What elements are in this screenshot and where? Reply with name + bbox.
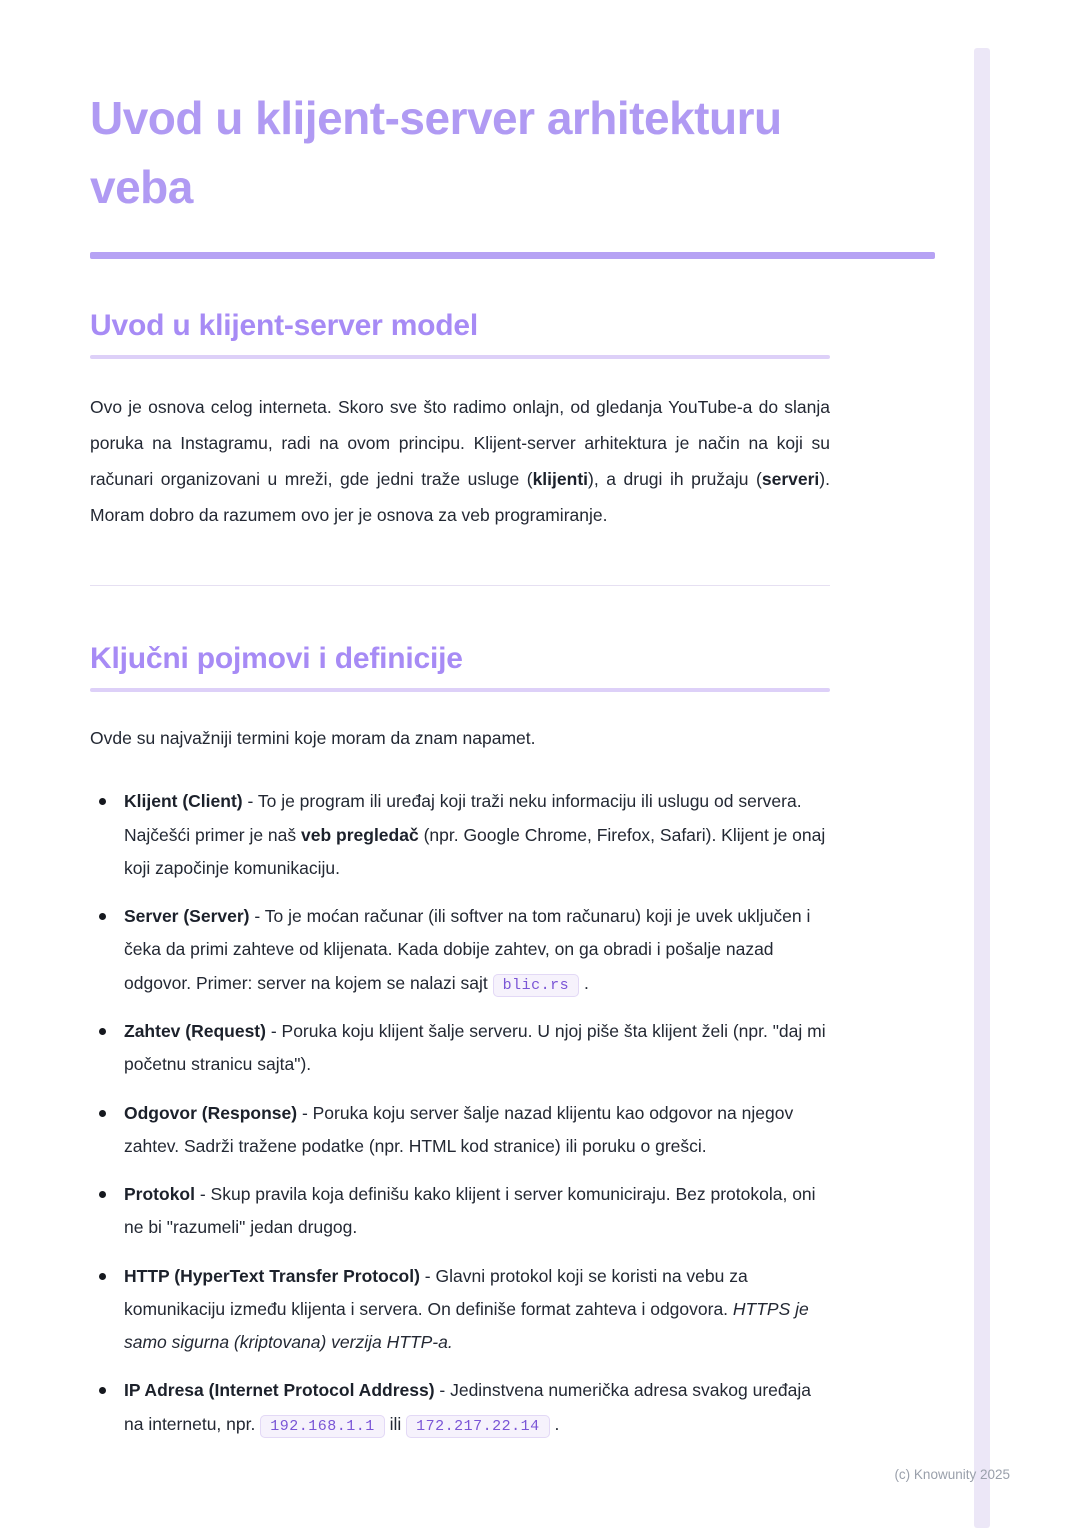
definition-text: - Skup pravila koja definišu kako klijent i server komuniciraju. Bez protokola, oni ne bi "razumeli" jedan drugog.: [124, 1184, 816, 1238]
paragraph-text: ). Moram dobro da razumem ovo jer je osnova za veb programiranje.: [90, 469, 830, 526]
term-label: HTTP (HyperText Transfer Protocol): [124, 1265, 420, 1286]
scrollbar-track[interactable]: [974, 48, 990, 1528]
definition-text: - Poruka koju klijent šalje serveru. U njoj piše šta klijent želi (npr. "daj mi početnu stranicu sajta").: [124, 1021, 826, 1075]
title-divider: [90, 252, 935, 259]
page-title: Uvod u klijent-server arhitekturu veba: [90, 92, 782, 213]
definitions-list: [90, 785, 830, 1441]
bold-term: klijenti: [532, 469, 589, 490]
section-heading: Ključni pojmovi i definicije: [90, 642, 463, 676]
definition-item: [90, 1178, 830, 1245]
section-heading: Uvod u klijent-server model: [90, 309, 479, 342]
list-intro: Ovde su najvažniji termini koje moram da znam napamet.: [90, 728, 536, 749]
section-divider: [90, 585, 830, 586]
definition-text: ili: [384, 1413, 407, 1434]
term-label: Protokol: [124, 1184, 195, 1205]
term-label: IP Adresa (Internet Protocol Address): [124, 1380, 435, 1401]
definition-text: (npr. Google Chrome, Firefox, Safari). Klijent je onaj koji započinje komunikaciju.: [124, 824, 826, 878]
definition-item: [90, 1015, 830, 1082]
definition-item: [90, 1374, 830, 1441]
definition-text: - To je program ili uređaj koji traži neku informaciju ili uslugu od servera. Najčešći primer je naš: [124, 791, 802, 845]
definition-item: [90, 785, 830, 885]
definition-text: - Glavni protokol koji se koristi na vebu za komunikaciju između klijenta i servera. On definiše format zahteva i odgovora.: [124, 1265, 748, 1319]
inline-code: blic.rs: [493, 974, 580, 997]
note-document: [90, 84, 830, 1456]
definition-item: [90, 1097, 830, 1164]
bold-term: veb pregledač: [301, 824, 419, 845]
term-label: Odgovor (Response): [124, 1102, 298, 1123]
definition-item: [90, 900, 830, 1000]
term-label: Zahtev (Request): [124, 1021, 266, 1042]
definition-text: - Jedinstvena numerička adresa svakog uređaja na internetu, npr.: [124, 1380, 811, 1434]
term-label: Klijent (Client): [124, 791, 243, 812]
inline-code: 192.168.1.1: [260, 1415, 385, 1438]
definition-text: - Poruka koju server šalje nazad klijentu kao odgovor na njegov zahtev. Sadrži tražene podatke (npr. HTML kod stranice) ili poruku o grešci.: [124, 1102, 794, 1156]
definition-text: .: [579, 972, 589, 993]
bold-term: serveri: [761, 469, 820, 490]
paragraph-text: ), a drugi ih pružaju (: [588, 469, 762, 490]
definition-text: - To je moćan računar (ili softver na tom računaru) koji je uvek uključen i čeka da primi zahteve od klijenata. Kada dobije zahtev, on ga obradi i pošalje nazad odgovor. Primer: server na kojem se nalazi sajt: [124, 906, 811, 993]
paragraph-text: Ovo je osnova celog interneta. Skoro sve što radimo onlajn, od gledanja YouTube-a do slanja poruka na Instagramu, radi na ovom principu. Klijent-server arhitektura je način na koji su računari organizovani u mreži, gde jedni traže usluge (: [90, 397, 830, 490]
section-client-server-model: [90, 309, 830, 533]
definition-item: [90, 1260, 830, 1360]
inline-code: 172.217.22.14: [406, 1415, 550, 1438]
definition-text: .: [549, 1413, 560, 1434]
term-label: Server (Server): [124, 906, 250, 927]
section-key-terms: [90, 642, 830, 1441]
copyright-notice: (c) Knowunity 2025: [894, 1467, 1010, 1482]
italic-note: HTTPS je samo sigurna (kriptovana) verzija HTTP-a.: [124, 1298, 809, 1353]
section-underline: [90, 688, 830, 692]
section-underline: [90, 355, 830, 359]
intro-paragraph: [90, 389, 830, 533]
